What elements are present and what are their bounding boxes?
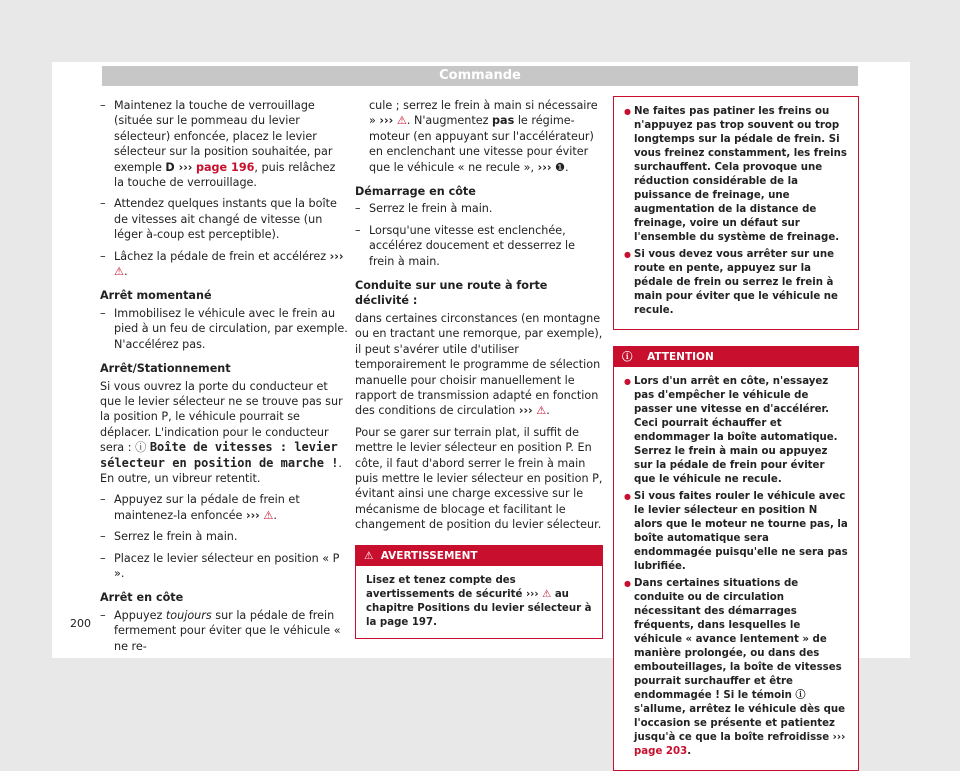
warning-box-body — [614, 97, 858, 329]
text: dans certaines circonstances (en montagne ou en tractant une remorque, par exemple), il peut s'avérer utile d'utiliser temporairement le programme de sélection manuelle pour choisir manuellement le rapport de transmission adapté en fonction des conditions de circulation — [355, 311, 603, 418]
text: . — [687, 746, 692, 757]
list-item: – Placez le levier sélecteur en position « P ». — [100, 551, 348, 582]
text: Appuyez sur la pédale de frein et maintenez-la enfoncée — [114, 493, 300, 522]
list-item — [100, 608, 348, 654]
attention-box — [613, 346, 859, 771]
ref-arrows: ››› — [518, 404, 533, 418]
warning-icon: ⚠ — [536, 404, 547, 418]
display-message: Boîte de vitesses : levier sélecteur en position de marche ! — [100, 440, 339, 470]
heading: Conduite sur une route à forte déclivité : — [355, 279, 548, 308]
heading: Arrêt en côte — [100, 591, 184, 605]
text: Appuyez — [114, 608, 166, 622]
page-link[interactable]: page 196 — [195, 160, 255, 174]
info-icon: ⓘ — [622, 351, 633, 363]
ref-arrows: ››› — [245, 508, 260, 522]
warning-icon: ⚠ — [114, 265, 125, 279]
attention-box-body — [614, 367, 858, 770]
text: pas — [492, 114, 515, 128]
list-item: – Serrez le frein à main. — [355, 201, 603, 216]
list-item: – Lorsqu'une vitesse est enclenchée, accélérez doucement et desserrez le frein à main. — [355, 223, 603, 269]
text: s'allume, arrêtez le véhicule dès que l'occasion se présente et patientez jusqu'à ce que la boîte refroidisse — [634, 704, 846, 743]
list-item: ● Si vous devez vous arrêter sur une route en pente, appuyez sur la pédale de frein ou serrez le frein à main pour éviter que le véhicule ne recule. — [624, 248, 848, 318]
warning-box — [355, 545, 603, 639]
page-number: 200 — [70, 617, 91, 630]
list-item: ● Si vous faites rouler le véhicule avec le levier sélecteur en position N alors que le moteur ne tourne pas, la boîte automatique sera endommagée puisqu'elle ne sera pas lubrifiée. — [624, 490, 848, 574]
ref-arrows: ››› — [537, 160, 552, 174]
text: au chapitre Positions du levier sélecteur à la page 197 — [366, 588, 592, 628]
column-middle — [355, 98, 603, 639]
heading: Arrêt/Stationnement — [100, 362, 231, 376]
warning-continued-box — [613, 96, 859, 330]
text: Lâchez la pédale de frein et accélérez — [114, 249, 330, 263]
list-item: – Attendez quelques instants que la boîte de vitesses ait changé de vitesse (un léger à-coup est perceptible). — [100, 196, 348, 242]
paragraph: cule ; serrez le frein à main si nécessaire » ››› ⚠. N'augmentez pas le régime-moteur (en appuyant sur l'accélérateur) en enclenchant une vitesse pour éviter que le véhicule « ne recule », ››› ❶. — [369, 99, 598, 174]
heading: Arrêt momentané — [100, 289, 212, 303]
page-header: Commande — [102, 66, 858, 86]
text: , puis relâchez la touche de verrouillage. — [114, 160, 336, 190]
list-item — [100, 98, 348, 190]
column-left — [100, 98, 348, 660]
page-link[interactable]: page 203 — [634, 746, 688, 757]
paragraph: dans certaines circonstances (en montagne ou en tractant une remorque, par exemple), il peut s'avérer utile d'utiliser temporairement le programme de sélection manuelle pour choisir manuellement le rapport de transmission adapté en fonction des conditions de circulation ››› ⚠. — [355, 311, 603, 418]
ref-arrows: ››› — [379, 114, 394, 128]
text: . N'augmentez — [406, 114, 493, 128]
warning-box-body — [356, 566, 602, 638]
warning-icon: ⚠ — [542, 588, 552, 600]
text: D ››› — [165, 160, 193, 174]
ref-arrows: ››› — [832, 732, 846, 743]
attention-box-header — [614, 347, 858, 367]
ref-arrows: ››› — [525, 588, 539, 600]
text: . — [433, 616, 437, 628]
column-right — [613, 98, 859, 771]
list-item — [624, 577, 848, 759]
paragraph — [100, 379, 348, 487]
text: sur la pédale de frein fermement pour éviter que le véhicule « ne re- — [114, 608, 341, 653]
text: ATTENTION — [647, 351, 714, 363]
text: cule ; serrez le frein à main si nécessaire » — [369, 99, 598, 128]
list-item: ● Lors d'un arrêt en côte, n'essayez pas d'empêcher le véhicule de passer une vitesse en d'accélérer. Ceci pourrait échauffer et endommager la boîte automatique. Serrez le frein à main ou appuyez sur la pédale de frein pour éviter que le véhicule ne recule. — [624, 375, 848, 487]
text: AVERTISSEMENT — [380, 549, 478, 562]
text: le régime-moteur (en appuyant sur l'accélérateur) en enclenchant une vitesse pour éviter que le véhicule « ne recule », — [369, 114, 594, 174]
text: Dans certaines situations de conduite ou de circulation nécessitant des démarrages fréquents, dans lesquelles le véhicule « avance lentement » de manière prolongée, ou dans des embouteillages, la boîte de vitesses pourrait surchauffer et être endommagée ! Si le témoin — [634, 578, 842, 701]
list-item: – Serrez le frein à main. — [100, 529, 348, 544]
text: . En outre, un vibreur retentit. — [100, 456, 342, 485]
text: toujours — [165, 608, 212, 622]
warning-icon: ⚠ — [263, 508, 274, 522]
info-icon: ⓘ — [135, 441, 147, 455]
list-item: – Immobilisez le véhicule avec le frein au pied à un feu de circulation, par exemple. N'accélérez pas. — [100, 306, 348, 352]
list-item: – Lâchez la pédale de frein et accélérez ››› ⚠. — [100, 249, 348, 280]
text: Si vous ouvrez la porte du conducteur et que le levier sélecteur ne se trouve pas sur la position P, le véhicule pourrait se déplacer. L'indication pour le conducteur sera : — [100, 379, 343, 455]
attention-icon: ❶ — [555, 160, 566, 174]
paragraph: Pour se garer sur terrain plat, il suffit de mettre le levier sélecteur en position P. En côte, il faut d'abord serrer le frein à main puis mettre le levier sélecteur en position P, évitant ainsi une charge excessive sur le mécanisme de blocage et facilitant le changement de position du levier sélecteur. — [355, 425, 603, 532]
text: Lisez et tenez compte des avertissements de sécurité — [366, 574, 526, 600]
info-icon: ⓘ — [795, 690, 806, 701]
warning-box-header — [356, 546, 602, 566]
list-item: ● Ne faites pas patiner les freins ou n'appuyez pas trop souvent ou trop longtemps sur la pédale de frein. Si vous freinez constamment, les freins surchauffent. Cela provoque une réduction considérable de la puissance de freinage, une augmentation de la distance de freinage, voire un défaut sur l'ensemble du système de freinage. — [624, 105, 848, 245]
heading: Démarrage en côte — [355, 185, 476, 199]
warning-icon: ⚠ — [396, 114, 407, 128]
ref-arrows: ››› — [329, 249, 344, 263]
list-item: – Appuyez sur la pédale de frein et maintenez-la enfoncée ››› ⚠. — [100, 492, 348, 523]
warning-icon: ⚠ — [364, 549, 374, 562]
text: Maintenez la touche de verrouillage (située sur le pommeau du levier sélecteur) enfoncée, placez le levier sélecteur sur la position souhaitée, par exemple — [114, 99, 333, 174]
